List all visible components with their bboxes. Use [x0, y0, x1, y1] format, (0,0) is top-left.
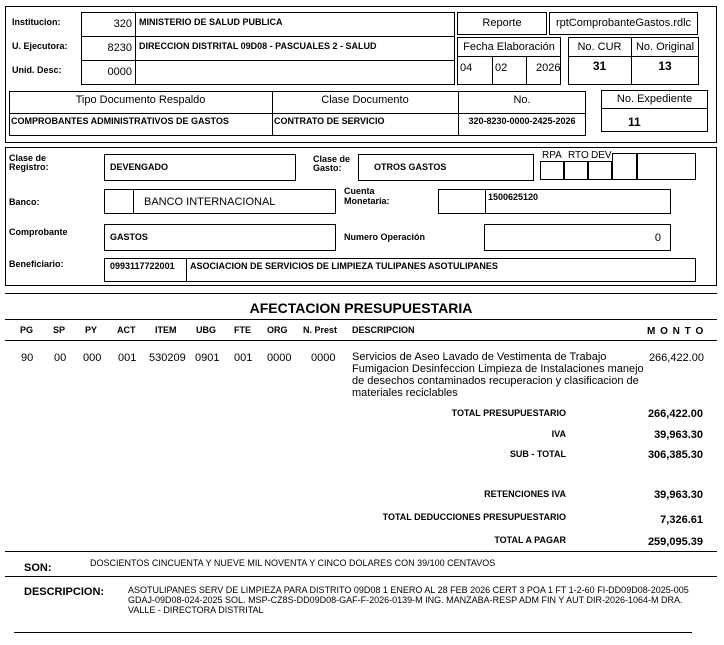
col-pg: PG — [20, 325, 34, 335]
reporte-value: rptComprobanteGastos.rdlc — [555, 17, 692, 29]
row-org: 0000 — [267, 352, 292, 364]
deducciones-label: TOTAL DEDUCCIONES PRESUPUESTARIO — [382, 512, 566, 522]
beneficiario-label: Beneficiario: — [9, 259, 64, 269]
clase-registro-value: DEVENGADO — [110, 162, 169, 172]
row-py: 000 — [83, 352, 102, 364]
cur-label: No. CUR — [577, 41, 622, 53]
row-descripcion: Servicios de Aseo Lavado de Vestimenta de Trabajo Fumigacion Desinfeccion Limpieza de Instalaciones manejo de desechos contaminados recuperacion y clasificacion de materiales reciclables — [352, 351, 644, 399]
clase-gasto-label: Clase de Gasto: — [313, 154, 351, 174]
original-value: 13 — [658, 59, 672, 73]
beneficiario-name: ASOCIACION DE SERVICIOS DE LIMPIEZA TULIPANES ASOTULIPANES — [190, 261, 498, 271]
clase-registro-label: Clase de Registro: — [9, 153, 49, 173]
col-act: ACT — [117, 325, 136, 335]
col-fte: FTE — [234, 325, 251, 335]
dev-label: DEV — [591, 150, 612, 161]
cuenta-box — [438, 189, 671, 214]
fecha-day: 04 — [460, 62, 473, 74]
cuenta-value: 1500625120 — [488, 192, 539, 202]
dev-box — [588, 161, 612, 180]
fecha-year: 2026 — [536, 62, 561, 74]
total-presupuestario-value: 266,422.00 — [647, 408, 703, 420]
afectacion-title: AFECTACION PRESUPUESTARIA — [249, 300, 473, 316]
cur-value: 31 — [592, 59, 607, 73]
col-ubg: UBG — [196, 325, 216, 335]
tipo-documento-label: Tipo Documento Respaldo — [75, 94, 206, 106]
unid-label: Unid. Desc: — [12, 65, 62, 75]
row-pg: 90 — [21, 352, 34, 364]
retenciones-value: 39,963.30 — [654, 489, 703, 501]
son-label: SON: — [24, 562, 52, 574]
expediente-value: 11 — [628, 115, 641, 129]
descripcion-label: DESCRIPCION: — [24, 586, 105, 598]
rto-label: RTO — [568, 150, 589, 161]
row-fte: 001 — [234, 352, 253, 364]
retenciones-label: RETENCIONES IVA — [484, 489, 566, 499]
col-nprest: N. Prest — [303, 325, 338, 335]
unid-code: 0000 — [107, 66, 132, 78]
institucion-name: MINISTERIO DE SALUD PUBLICA — [139, 17, 283, 27]
original-label: No. Original — [635, 41, 695, 53]
fecha-label: Fecha Elaboración — [463, 41, 555, 53]
rpa-label: RPA — [542, 150, 562, 161]
documento-no-label: No. — [513, 94, 531, 106]
flag-box-1 — [612, 153, 637, 180]
institucion-label: Institucion: — [12, 17, 61, 27]
documento-no-value: 320-8230-0000-2425-2026 — [468, 116, 576, 126]
row-item: 530209 — [149, 352, 186, 364]
comprobante-label: Comprobante — [9, 227, 68, 237]
operacion-label: Numero Operación — [344, 232, 426, 242]
rto-box — [564, 161, 588, 180]
subtotal-label: SUB - TOTAL — [509, 449, 566, 459]
rpa-box — [540, 161, 564, 180]
iva-label: IVA — [551, 429, 566, 439]
banco-label: Banco: — [9, 197, 40, 207]
total-pagar-label: TOTAL A PAGAR — [494, 535, 566, 545]
col-py: PY — [85, 325, 98, 335]
son-value: DOSCIENTOS CINCUENTA Y NUEVE MIL NOVENTA Y CINCO DOLARES CON 39/100 CENTAVOS — [90, 558, 496, 568]
col-sp: SP — [53, 325, 66, 335]
clase-documento-value: CONTRATO DE SERVICIO — [274, 116, 385, 126]
deducciones-value: 7,326.61 — [660, 514, 703, 526]
banco-value: BANCO INTERNACIONAL — [144, 196, 276, 208]
row-sp: 00 — [54, 352, 67, 364]
institucion-code: 320 — [113, 18, 132, 30]
iva-value: 39,963.30 — [654, 429, 703, 441]
col-descripcion: DESCRIPCION — [352, 325, 415, 335]
ejecutora-name: DIRECCION DISTRITAL 09D08 - PASCUALES 2 - SALUD — [139, 41, 377, 51]
total-presupuestario-label: TOTAL PRESUPUESTARIO — [451, 408, 566, 418]
total-pagar-value: 259,095.39 — [647, 536, 703, 548]
flag-box-2 — [637, 153, 696, 180]
ejecutora-code: 8230 — [107, 42, 132, 54]
comprobante-value: GASTOS — [110, 232, 148, 242]
col-org: ORG — [267, 325, 288, 335]
col-item: ITEM — [155, 325, 177, 335]
row-nprest: 0000 — [311, 352, 336, 364]
row-ubg: 0901 — [195, 352, 220, 364]
row-act: 001 — [118, 352, 137, 364]
beneficiario-ruc: 0993117722001 — [110, 261, 175, 271]
tipo-documento-value: COMPROBANTES ADMINISTRATIVOS DE GASTOS — [11, 116, 229, 126]
clase-documento-label: Clase Documento — [321, 94, 409, 106]
clase-gasto-value: OTROS GASTOS — [374, 162, 447, 172]
ejecutora-label: U. Ejecutora: — [12, 41, 68, 51]
col-monto: M O N T O — [647, 326, 705, 337]
subtotal-value: 306,385.30 — [647, 449, 703, 461]
reporte-label: Reporte — [482, 17, 522, 29]
expediente-label: No. Expediente — [616, 93, 693, 105]
fecha-month: 02 — [495, 62, 508, 74]
descripcion-value: ASOTULIPANES SERV DE LIMPIEZA PARA DISTRITO 09D08 1 ENERO AL 28 FEB 2026 CERT 3 POA 1 FT 1-2-60 FI-DD09D08-2025-005 GDAJ-09D08-024-2025 SOL. MSP-CZ8S-DD09D08-GAF-F-2026-0139-M ING. MANZABA-RESP ADM FIN Y AUT DIR-2026-1064-M DRA. VALLE - DIRECTORA DISTRITAL — [128, 585, 689, 615]
operacion-value: 0 — [654, 232, 661, 244]
row-monto: 266,422.00 — [648, 352, 704, 364]
cuenta-label: Cuenta Monetaria: — [344, 186, 390, 206]
